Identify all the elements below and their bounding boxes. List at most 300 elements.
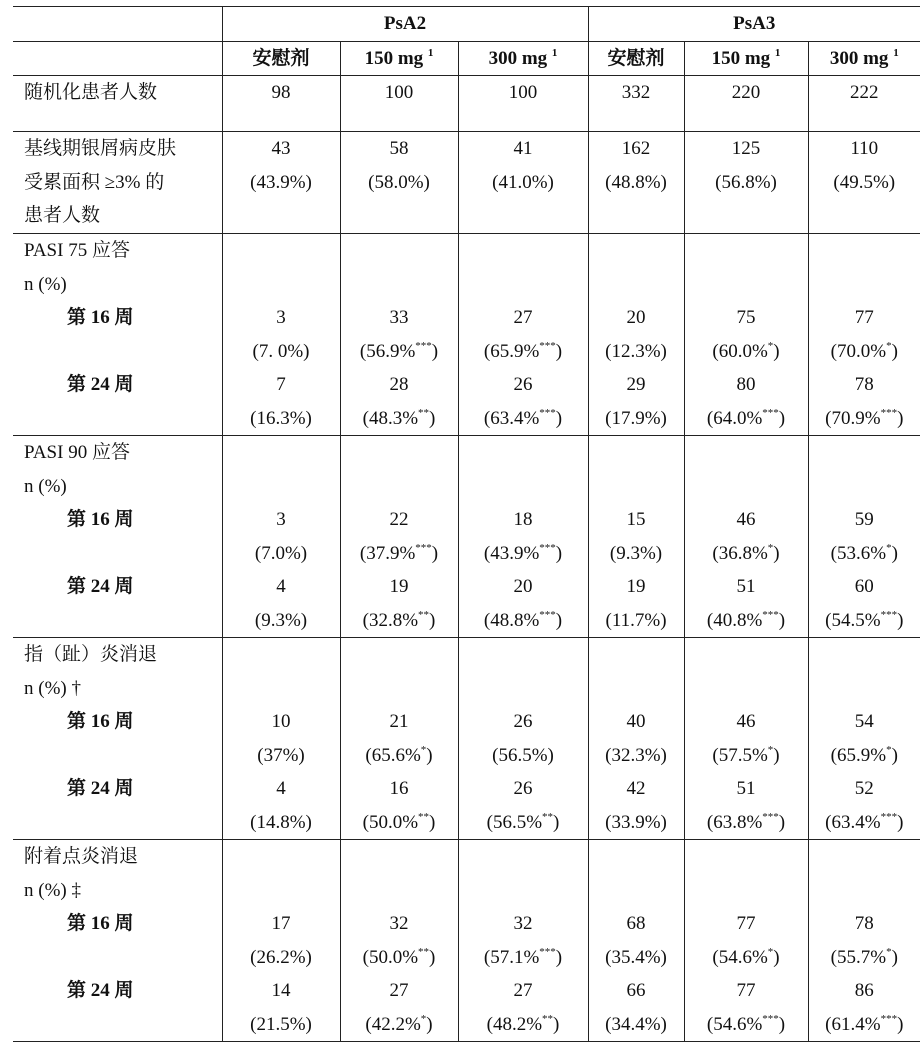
- percent-close: ): [660, 340, 667, 362]
- percent-value: [341, 806, 458, 840]
- count-value: 77: [736, 913, 756, 934]
- count-value: 43: [271, 138, 291, 159]
- count-value: 42: [626, 778, 646, 799]
- percent-text: (43.9%: [483, 542, 540, 564]
- percent-text: (40.8%: [706, 609, 763, 631]
- week-label: 第 16 周: [67, 307, 134, 328]
- cell-value: [222, 638, 340, 840]
- count-value: 125: [731, 138, 761, 159]
- cell-value: [588, 840, 684, 1042]
- count-value: 52: [854, 778, 874, 799]
- percent-close: ): [429, 946, 436, 968]
- percent-value: [809, 739, 920, 773]
- column-header-label: 150 mg: [711, 47, 771, 69]
- percent-close: ): [891, 340, 898, 362]
- percent-text: (55.7%: [830, 946, 887, 968]
- percent-close: ): [773, 744, 780, 766]
- percent-value: [809, 941, 920, 975]
- percent-close: ): [300, 609, 308, 631]
- significance-marker: **: [542, 1012, 554, 1025]
- percent-close: ): [660, 407, 667, 429]
- count-value: 14: [271, 980, 291, 1001]
- percent-close: ): [897, 1013, 904, 1035]
- cell-value: [340, 638, 458, 840]
- percent-value: [685, 604, 808, 638]
- percent-text: (61.4%: [825, 1013, 881, 1035]
- percent-text: (50.0%: [362, 811, 419, 833]
- section-row: [13, 234, 920, 436]
- significance-marker: ***: [880, 608, 898, 621]
- section-row: [13, 436, 920, 638]
- count-value: 51: [736, 778, 756, 799]
- percent-text: (48.3%: [362, 407, 419, 429]
- section-label: [13, 436, 222, 638]
- percent-text: (54.6%: [706, 1013, 763, 1035]
- count-value: 16: [389, 778, 409, 799]
- percent-close: ): [773, 542, 780, 564]
- percent-close: ): [555, 542, 563, 564]
- percent-close: ): [778, 609, 786, 631]
- cell-value: [458, 234, 588, 436]
- cell-value: [340, 132, 458, 234]
- count-value: 77: [736, 980, 756, 1001]
- count-value: 33: [389, 307, 409, 328]
- significance-marker: *: [886, 743, 892, 756]
- significance-marker: **: [542, 810, 554, 823]
- percent-close: ): [426, 1013, 433, 1035]
- percent-value: [341, 1008, 458, 1042]
- bsa-label-line: 基线期银屑病皮肤: [24, 138, 177, 159]
- cell-value: 332: [588, 76, 684, 132]
- percent-text: (56.5%: [492, 744, 548, 766]
- percent-text: (14.8%: [250, 811, 306, 833]
- significance-marker: ***: [539, 339, 556, 352]
- significance-marker: ***: [415, 541, 432, 554]
- bsa-label-line: 患者人数: [24, 205, 101, 226]
- count-value: 32: [513, 913, 533, 934]
- significance-marker: ***: [539, 541, 556, 554]
- significance-marker: ***: [762, 406, 779, 419]
- percent-close: ): [773, 946, 780, 968]
- percent-close: ): [773, 340, 780, 362]
- percent-text: (60.0%: [712, 340, 768, 362]
- count-value: 17: [271, 913, 291, 934]
- percent-close: ): [660, 1013, 667, 1035]
- percent-text: (70.9%: [825, 407, 881, 429]
- percent-value: [223, 1008, 340, 1042]
- percent-value: [809, 806, 920, 840]
- percent-text: (9.3%: [254, 609, 301, 631]
- count-value: 66: [626, 980, 646, 1001]
- cell-value: [588, 436, 684, 638]
- percent-value: [459, 402, 588, 436]
- count-value: 77: [854, 307, 874, 328]
- significance-marker: **: [418, 945, 430, 958]
- percent-close: ): [305, 811, 312, 833]
- cell-value: [458, 840, 588, 1042]
- percent-text: (12.3%: [605, 340, 661, 362]
- percent-text: (37%: [257, 744, 299, 766]
- cell-value: [588, 132, 684, 234]
- percent-text: (50.0%: [362, 946, 419, 968]
- section-subtitle: n (%) †: [24, 677, 81, 699]
- percent-close: ): [553, 811, 560, 833]
- percent-text: (63.8%: [706, 811, 763, 833]
- cell-value: [808, 840, 920, 1042]
- section-label: [13, 234, 222, 436]
- percent-value: [809, 1008, 920, 1042]
- percent-close: ): [553, 1013, 560, 1035]
- percent-value: [685, 941, 808, 975]
- percent-text: (54.5%: [825, 609, 881, 631]
- cell-value: [222, 436, 340, 638]
- percent-value: [589, 941, 684, 975]
- percent-close: ): [660, 811, 667, 833]
- count-value: 7: [276, 374, 286, 395]
- percent-value: [459, 537, 588, 571]
- section-label: [13, 638, 222, 840]
- percent-close: ): [891, 744, 898, 766]
- count-value: 4: [276, 778, 286, 799]
- percent-value: [685, 1008, 808, 1042]
- column-header: [588, 41, 684, 76]
- percent-text: (34.4%: [605, 1013, 661, 1035]
- percent-text: (7. 0%: [252, 340, 304, 362]
- percent-close: ): [660, 744, 667, 766]
- column-header: [222, 41, 340, 76]
- section-subtitle: n (%): [24, 273, 67, 295]
- count-value: 58: [389, 138, 409, 159]
- count-value: 21: [389, 711, 409, 732]
- percent-value: [223, 335, 340, 369]
- percent-value: [809, 335, 920, 369]
- count-value: 40: [626, 711, 646, 732]
- count-value: 54: [854, 711, 874, 732]
- percent-value: [459, 941, 588, 975]
- cell-value: [458, 436, 588, 638]
- footnote-marker: 1: [774, 46, 781, 59]
- percent-text: (9.3%: [609, 542, 656, 564]
- count-value: 28: [389, 374, 409, 395]
- significance-marker: *: [767, 339, 774, 352]
- percent-value: [223, 402, 340, 436]
- section-title: PASI 90 应答: [24, 442, 130, 463]
- percent-close: ): [891, 542, 898, 564]
- significance-marker: **: [418, 608, 430, 621]
- count-value: 15: [626, 509, 646, 530]
- cell-value: [808, 436, 920, 638]
- percent-text: (65.9%: [830, 744, 887, 766]
- count-value: 26: [513, 711, 533, 732]
- cell-value: [684, 638, 808, 840]
- percent-value: [341, 335, 458, 369]
- percent-close: ): [897, 811, 904, 833]
- percent-close: ): [891, 946, 898, 968]
- percent-value: [459, 1008, 588, 1042]
- percent-text: (70.0%: [830, 340, 887, 362]
- percent-value: [685, 806, 808, 840]
- significance-marker: ***: [762, 608, 779, 621]
- count-value: 19: [389, 576, 409, 597]
- count-value: 41: [513, 138, 533, 159]
- percent-close: ): [555, 609, 563, 631]
- column-header-label: 150 mg: [364, 47, 424, 69]
- column-header-row: [13, 41, 920, 76]
- percent-close: ): [303, 340, 310, 362]
- percent-close: ): [547, 744, 554, 766]
- percent-value: [589, 739, 684, 773]
- cell-value: [458, 638, 588, 840]
- significance-marker: *: [767, 743, 774, 756]
- significance-marker: ***: [762, 810, 779, 823]
- percent-value: [341, 402, 458, 436]
- percent-close: ): [778, 811, 786, 833]
- percent-value: [341, 739, 458, 773]
- significance-marker: ***: [415, 339, 432, 352]
- percent-text: (56.9%: [359, 340, 416, 362]
- percent-text: (63.4%: [825, 811, 881, 833]
- section-subtitle: n (%): [24, 475, 67, 497]
- significance-marker: ***: [539, 608, 556, 621]
- percent-close: ): [897, 407, 904, 429]
- cell-value: [684, 132, 808, 234]
- count-value: 162: [621, 138, 651, 159]
- count-value: 27: [513, 980, 533, 1001]
- cell-value: 220: [684, 76, 808, 132]
- count-value: 46: [736, 509, 756, 530]
- percent-value: [459, 335, 588, 369]
- section-title: PASI 75 应答: [24, 240, 130, 261]
- significance-marker: ***: [539, 945, 556, 958]
- percent-value: [223, 739, 340, 773]
- section-label: [13, 840, 222, 1042]
- percent-value: (43.9%): [250, 171, 312, 193]
- percent-value: [459, 739, 588, 773]
- cell-value: 100: [340, 76, 458, 132]
- footnote-marker: 1: [893, 46, 899, 59]
- percent-value: (56.8%): [715, 171, 777, 193]
- percent-value: (49.5%): [833, 171, 896, 193]
- week-label: 第 16 周: [67, 711, 134, 732]
- count-value: 68: [626, 913, 646, 934]
- count-value: 78: [854, 913, 874, 934]
- percent-text: (17.9%: [605, 407, 661, 429]
- percent-value: [589, 537, 684, 571]
- cell-value: [222, 132, 340, 234]
- percent-text: (37.9%: [359, 542, 416, 564]
- significance-marker: ***: [880, 810, 898, 823]
- section-title: 指（趾）炎消退: [24, 644, 158, 665]
- significance-marker: *: [767, 945, 774, 958]
- count-value: 86: [854, 980, 874, 1001]
- randomized-row: [13, 76, 920, 132]
- percent-text: (7.0%: [254, 542, 301, 564]
- column-header: [684, 41, 808, 76]
- percent-close: ): [298, 744, 305, 766]
- percent-value: [341, 537, 458, 571]
- percent-value: [685, 402, 808, 436]
- percent-value: (48.8%): [605, 171, 667, 193]
- group-header-psa3: PsA3: [588, 7, 920, 42]
- significance-marker: ***: [880, 406, 898, 419]
- percent-value: [341, 941, 458, 975]
- cell-value: [684, 436, 808, 638]
- count-value: 29: [626, 374, 646, 395]
- percent-value: [809, 537, 920, 571]
- percent-text: (64.0%: [706, 407, 763, 429]
- percent-close: ): [555, 340, 563, 362]
- percent-close: ): [426, 744, 433, 766]
- percent-text: (32.3%: [605, 744, 661, 766]
- count-value: 3: [276, 307, 286, 328]
- percent-text: (53.6%: [830, 542, 887, 564]
- percent-text: (16.3%: [250, 407, 306, 429]
- percent-text: (48.8%: [483, 609, 540, 631]
- percent-text: (57.5%: [712, 744, 768, 766]
- cell-value: 222: [808, 76, 920, 132]
- percent-value: [685, 537, 808, 571]
- percent-value: (58.0%): [368, 171, 430, 193]
- count-value: 59: [854, 509, 874, 530]
- significance-marker: **: [418, 810, 430, 823]
- percent-close: ): [660, 946, 667, 968]
- cell-value: 98: [222, 76, 340, 132]
- percent-close: ): [778, 1013, 786, 1035]
- count-value: 4: [276, 576, 286, 597]
- significance-marker: ***: [762, 1012, 779, 1025]
- significance-marker: ***: [880, 1012, 898, 1025]
- column-header: [340, 41, 458, 76]
- bsa-label-line: 受累面积 ≥3% 的: [24, 171, 165, 193]
- significance-marker: *: [886, 339, 892, 352]
- percent-value: [685, 739, 808, 773]
- group-header-psa2: PsA2: [222, 7, 588, 42]
- week-label: 第 24 周: [67, 980, 134, 1001]
- percent-close: ): [778, 407, 786, 429]
- column-header-label: 300 mg: [829, 47, 889, 69]
- count-value: 18: [513, 509, 533, 530]
- cell-value: [588, 638, 684, 840]
- footnote-marker: 1: [551, 46, 558, 59]
- significance-marker: *: [420, 743, 427, 756]
- section-row: [13, 840, 920, 1042]
- percent-close: ): [897, 609, 904, 631]
- section-subtitle: n (%) ‡: [24, 879, 81, 901]
- week-label: 第 16 周: [67, 509, 134, 530]
- section-row: [13, 638, 920, 840]
- percent-text: (54.6%: [712, 946, 768, 968]
- significance-marker: **: [418, 406, 430, 419]
- count-value: 32: [389, 913, 409, 934]
- count-value: 46: [736, 711, 756, 732]
- percent-value: [223, 806, 340, 840]
- percent-close: ): [305, 946, 312, 968]
- percent-text: (56.5%: [486, 811, 543, 833]
- bsa-row: [13, 132, 920, 234]
- percent-close: ): [655, 542, 663, 564]
- percent-close: ): [305, 407, 312, 429]
- count-value: 78: [854, 374, 874, 395]
- week-label: 第 24 周: [67, 778, 134, 799]
- percent-value: [459, 806, 588, 840]
- percent-value: [223, 537, 340, 571]
- count-value: 75: [736, 307, 756, 328]
- cell-value: [808, 132, 920, 234]
- count-value: 22: [389, 509, 409, 530]
- column-header-label: 300 mg: [488, 47, 548, 69]
- percent-close: ): [305, 1013, 312, 1035]
- percent-text: (33.9%: [605, 811, 661, 833]
- percent-value: [685, 335, 808, 369]
- percent-text: (36.8%: [712, 542, 768, 564]
- percent-text: (57.1%: [483, 946, 540, 968]
- percent-value: [223, 604, 340, 638]
- percent-value: [589, 402, 684, 436]
- percent-close: ): [431, 542, 439, 564]
- cell-value: [588, 234, 684, 436]
- count-value: 19: [626, 576, 646, 597]
- count-value: 27: [513, 307, 533, 328]
- cell-value: [684, 234, 808, 436]
- cell-value: [340, 234, 458, 436]
- significance-marker: *: [420, 1012, 427, 1025]
- group-header-row: [13, 7, 920, 42]
- percent-close: ): [555, 407, 563, 429]
- percent-value: [223, 941, 340, 975]
- percent-text: (21.5%: [250, 1013, 306, 1035]
- week-label: 第 24 周: [67, 576, 134, 597]
- significance-marker: *: [886, 541, 892, 554]
- count-value: 10: [271, 711, 291, 732]
- percent-text: (35.4%: [605, 946, 661, 968]
- row-label-bsa: [13, 132, 222, 234]
- percent-close: ): [660, 609, 667, 631]
- column-header-label: 安慰剂: [252, 47, 310, 69]
- count-value: 51: [736, 576, 756, 597]
- column-header: [808, 41, 920, 76]
- section-title: 附着点炎消退: [24, 846, 139, 867]
- percent-value: [589, 335, 684, 369]
- week-label: 第 24 周: [67, 374, 134, 395]
- cell-value: [340, 436, 458, 638]
- cell-value: [222, 840, 340, 1042]
- footnote-marker: 1: [427, 46, 434, 59]
- count-value: 27: [389, 980, 409, 1001]
- count-value: 3: [276, 509, 286, 530]
- percent-close: ): [431, 340, 439, 362]
- percent-close: ): [429, 609, 436, 631]
- percent-close: ): [429, 407, 436, 429]
- percent-text: (11.7%: [605, 609, 661, 631]
- significance-marker: ***: [539, 406, 556, 419]
- cell-value: [222, 234, 340, 436]
- results-table: [13, 6, 920, 1042]
- percent-value: [809, 604, 920, 638]
- percent-text: (65.6%: [365, 744, 421, 766]
- percent-value: [589, 806, 684, 840]
- percent-close: ): [429, 811, 436, 833]
- percent-text: (48.2%: [486, 1013, 543, 1035]
- percent-value: [341, 604, 458, 638]
- significance-marker: *: [886, 945, 892, 958]
- count-value: 20: [513, 576, 533, 597]
- column-header-label: 安慰剂: [607, 47, 665, 69]
- cell-value: [808, 638, 920, 840]
- percent-value: (41.0%): [492, 171, 554, 193]
- percent-value: [809, 402, 920, 436]
- percent-text: (42.2%: [365, 1013, 421, 1035]
- percent-value: [589, 604, 684, 638]
